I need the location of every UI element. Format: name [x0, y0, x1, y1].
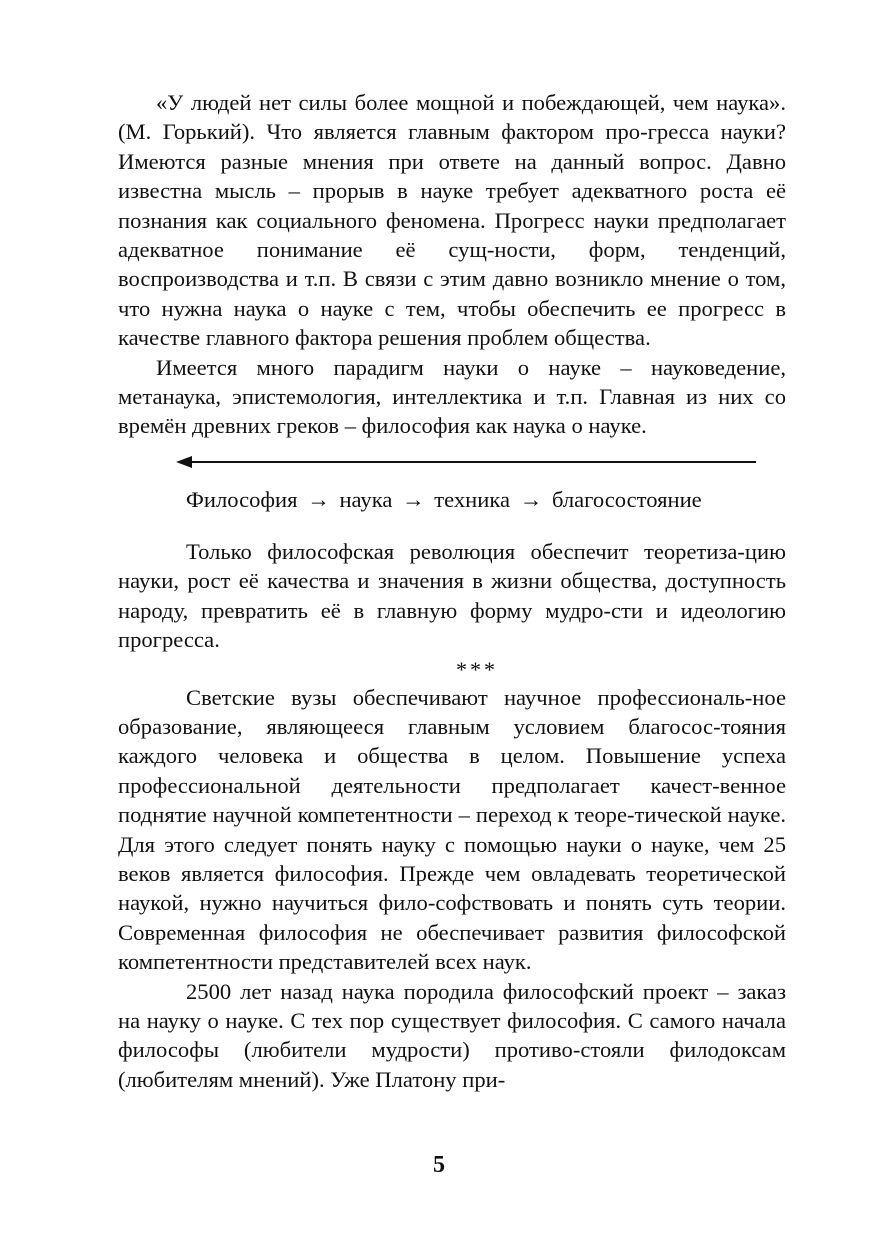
right-arrow-icon: →: [307, 486, 330, 512]
page-body: [118, 88, 786, 1094]
chain-item-welfare: благосостояние: [551, 486, 702, 512]
chain-item-philosophy: Философия: [186, 486, 298, 512]
paragraph-3: Только философская революция обеспечит теоретиза-цию науки, рост её качества и значения в жизни общества, доступность народу, превратить её в главную форму мудро-сти и идеологию прогресса.: [118, 538, 786, 653]
page-number: 5: [433, 1152, 445, 1178]
right-arrow-icon: →: [519, 486, 543, 512]
left-arrow-icon: [176, 453, 758, 477]
paragraph-2: Имеется много парадигм науки о науке – науковедение, метанаука, эпистемология, интеллектика и т.п. Главная из них со времён древних греков – философия как наука о науке.: [118, 354, 786, 439]
right-arrow-icon: →: [402, 486, 425, 512]
section-separator: ***: [456, 656, 498, 682]
chain-item-science: наука: [339, 486, 393, 512]
paragraph-1: «У людей нет силы более мощной и побеждающей, чем наука». (М. Горький). Что является главным фактором про-гресса науки? Имеются разные мнения при ответе на данный вопрос. Давно известна мысль – прорыв в науке требует адекватного роста её познания как социального феномена. Прогресс науки предполагает адекватное понимание её сущ-ности, форм, тенденций, воспроизводства и т.п. В связи с этим давно возникло мнение о том, что нужна наука о науке с тем, чтобы обеспечить ее прогресс в качестве главного фактора решения проблем общества.: [118, 90, 786, 351]
spacer: [118, 515, 786, 537]
progress-chain: [118, 485, 786, 515]
feedback-arrow: [118, 453, 786, 477]
paragraph-4: Светские вузы обеспечивают научное профессиональ-ное образование, являющееся главным условием благосос-тояния каждого человека и общества в целом. Повышение успеха профессиональной деятельности предполагает качест-венное поднятие научной компетентности – переход к теоре-тической науке. Для этого следует понять науку с помощью науки о науке, чем 25 веков является философия. Прежде чем овладевать теоретической наукой, нужно научиться фило-софствовать и понять суть теории. Современная философия не обеспечивает развития философской компетентности представителей всех наук.: [118, 684, 786, 975]
chain-item-technology: техника: [434, 486, 511, 512]
paragraph-5: 2500 лет назад наука породила философский проект – заказ на науку о науке. С тех пор существует философия. С самого начала философы (любители мудрости) противо-стояли филодоксам (любителям мнений). Уже Платону при-: [118, 978, 786, 1092]
